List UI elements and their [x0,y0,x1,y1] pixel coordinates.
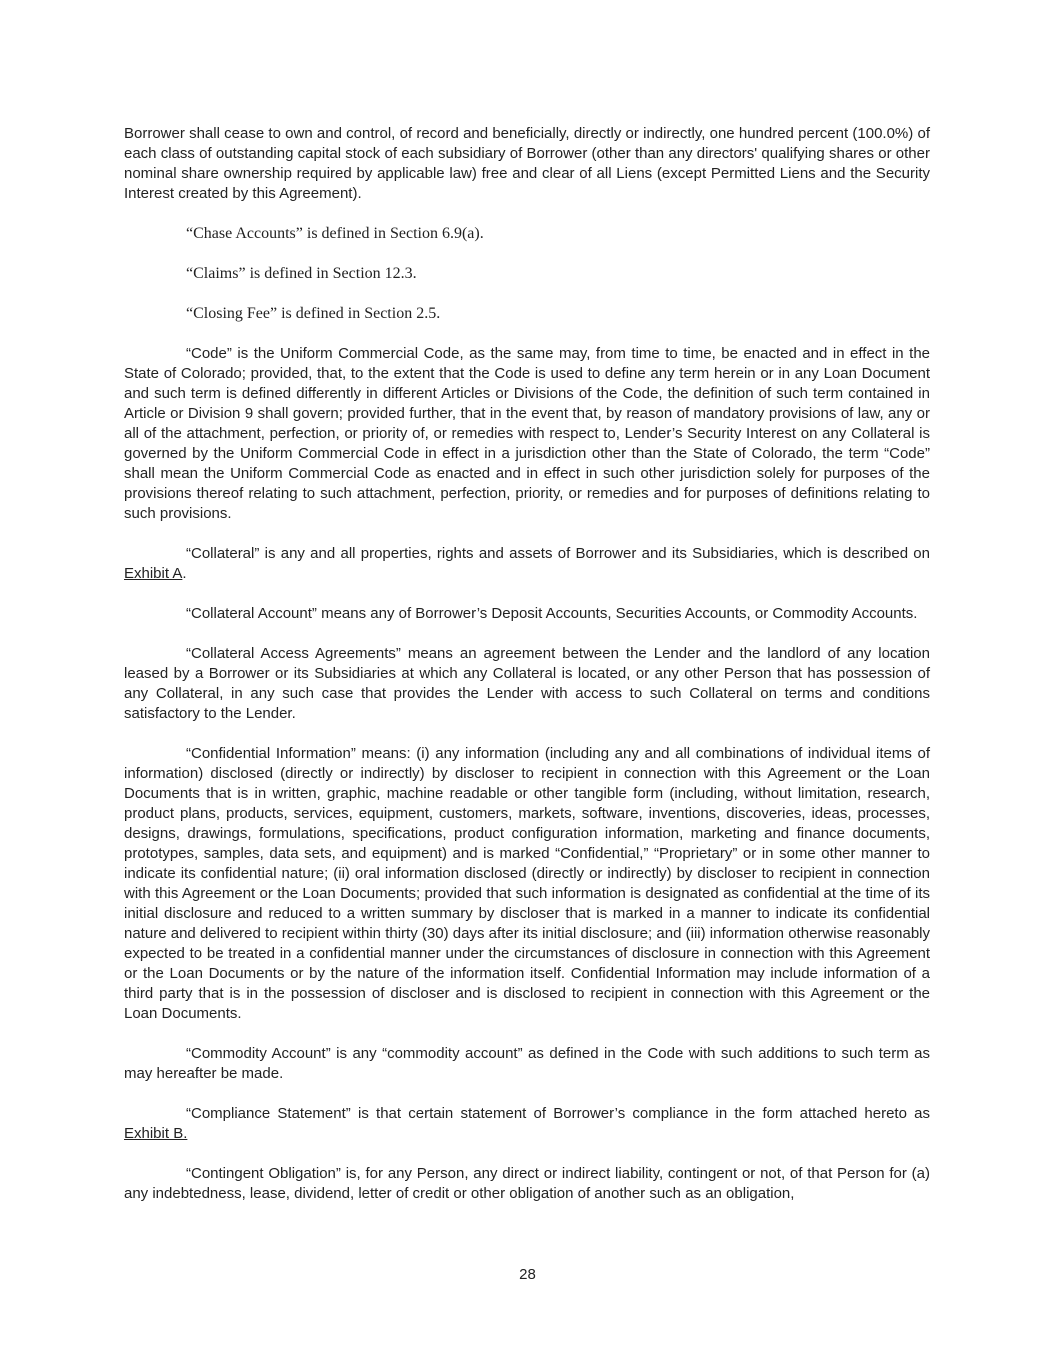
definition-contingent-obligation: “Contingent Obligation” is, for any Person, any direct or indirect liability, contingent or not, of that Person for (a) any indebtedness, lease, dividend, letter of credit or other obligation of another such as an obligation, [124,1165,931,1202]
page-number: 28 [519,1266,536,1283]
term-chase-accounts: Chase Accounts [193,225,296,242]
definition-collateral: “Collateral” is any and all properties, rights and assets of Borrower and its Subsidiaries, which is described on Exhibit A. [124,545,930,582]
def-claims: is defined in Section 12.3. [245,265,417,282]
exhibit-b-link[interactable]: Exhibit B. [124,1125,188,1142]
def-collateral-account: means any of Borrower’s Deposit Accounts, Securities Accounts, or Commodity Accounts. [316,605,918,622]
def-code: is the Uniform Commercial Code, as the same may, from time to time, be enacted and in effect in the State of Colorado; provided, that, to the extent that the Code is used to define any term herein or in any Loan Document and such term is defined differently in different Articles or Divisions of the Code, the definition of such term contained in Article or Division 9 shall govern; provided further, that in the event that, by reason of mandatory provisions of law, any or all of the attachment, perfection, or priority of, or remedies with respect to, Lender’s Security Interest on any Collateral is governed by the Uniform Commercial Code in effect in a jurisdiction other than the State of Colorado, the term “Code” shall mean the Uniform Commercial Code as enacted and in effect in such other jurisdiction solely for purposes of the provisions thereof relating to such attachment, perfection, priority, or remedies and for purposes of definitions relating to such provisions. [124,345,930,522]
term-collateral: Collateral [191,545,255,562]
term-code: Code [191,345,227,362]
definition-collateral-access-agreements: “Collateral Access Agreements” means an agreement between the Lender and the landlord of any location leased by a Borrower or its Subsidiaries at which any Collateral is located, or any other Person that has possession of any Collateral, in any such case that provides the Lender with access to such Collateral on terms and conditions satisfactory to the Lender. [124,645,930,722]
term-claims: Claims [193,265,239,282]
def-confidential-information: means: (i) any information (including any and all combinations of individual items of information) disclosed (directly or indirectly) by discloser to recipient in connection with this Agreement or the Loan Documents that is in written, graphic, machine readable or other tangible form (including, without limitation, research, product plans, products, services, equipment, customers, markets, software, inventions, discoveries, ideas, processes, designs, drawings, formulations, specifications, product configuration information, marketing and finance documents, prototypes, samples, data sets, and equipment) and is marked “Confidential,” “Proprietary” or in some other manner to indicate its confidential nature; (ii) oral information disclosed (directly or indirectly) by discloser to recipient in connection with this Agreement or the Loan Documents; provided that such information is designated as confidential at the time of its initial disclosure and reduced to a written summary by discloser that is marked in a manner to indicate its confidential nature and delivered to recipient within thirty (30) days after its initial disclosure; and (iii) information otherwise reasonably expected to be treated in a confidential manner under the circumstances of disclosure in connection with this Agreement or the Loan Documents or by the nature of the information itself. Confidential Information may include information of a third party that is in the possession of discloser and is disclosed to recipient in connection with this Agreement or the Loan Documents. [124,745,930,1022]
definition-closing-fee: “Closing Fee” is defined in Section 2.5. [186,305,441,322]
term-contingent-obligation: Contingent Obligation [191,1165,336,1182]
term-commodity-account: Commodity Account [191,1045,326,1062]
term-confidential-information: Confidential Information [191,745,351,762]
term-compliance-statement: Compliance Statement [191,1105,346,1122]
document-body [124,124,930,1224]
definition-confidential-information: “Confidential Information” means: (i) any information (including any and all combinations of individual items of information) disclosed (directly or indirectly) by discloser to recipient in connection with this Agreement or the Loan Documents that is in written, graphic, machine readable or other tangible form (including, without limitation, research, product plans, products, services, equipment, customers, markets, software, inventions, discoveries, ideas, processes, designs, drawings, formulations, specifications, product configuration information, marketing and finance documents, prototypes, samples, data sets, and equipment) and is marked “Confidential,” “Proprietary” or in some other manner to indicate its confidential nature; (ii) oral information disclosed (directly or indirectly) by discloser to recipient in connection with this Agreement or the Loan Documents; provided that such information is designated as confidential at the time of its initial disclosure and reduced to a written summary by discloser that is marked in a manner to indicate its confidential nature and delivered to recipient within thirty (30) days after its initial disclosure; and (iii) information otherwise reasonably expected to be treated in a confidential manner under the circumstances of disclosure in connection with this Agreement or the Loan Documents or by the nature of the information itself. Confidential Information may include information of a third party that is in the possession of discloser and is disclosed to recipient in connection with this Agreement or the Loan Documents. [124,745,930,1022]
def-contingent-obligation: is, for any Person, any direct or indirect liability, contingent or not, of that Person for (a) any indebtedness, lease, dividend, letter of credit or other obligation of another such as an obligation, [124,1165,931,1202]
def-collateral-end: . [182,565,187,582]
exhibit-a-link[interactable]: Exhibit A [124,565,183,582]
term-collateral-access-agreements: Collateral Access Agreements [191,645,396,662]
definition-compliance-statement: “Compliance Statement” is that certain statement of Borrower’s compliance in the form attached hereto as Exhibit B. [124,1105,930,1142]
term-closing-fee: Closing Fee [193,305,270,322]
def-collateral-access-agreements: means an agreement between the Lender and the landlord of any location leased by a Borrower or its Subsidiaries at which any Collateral is located, or any other Person that has possession of any Collateral, in any such case that provides the Lender with access to such Collateral on terms and conditions satisfactory to the Lender. [124,645,930,722]
def-closing-fee: is defined in Section 2.5. [277,305,441,322]
definition-commodity-account: “Commodity Account” is any “commodity account” as defined in the Code with such additions to such term as may hereafter be made. [124,1045,930,1082]
definition-chase-accounts: “Chase Accounts” is defined in Section 6.9(a). [186,225,484,242]
intro-paragraph: Borrower shall cease to own and control, of record and beneficially, directly or indirectly, one hundred percent (100.0%) of each class of outstanding capital stock of each subsidiary of Borrower (other than any directors' qualifying shares or other nominal share ownership required by applicable law) free and clear of all Liens (except Permitted Liens and the Security Interest created by this Agreement). [124,125,930,202]
definition-code: “Code” is the Uniform Commercial Code, as the same may, from time to time, be enacted and in effect in the State of Colorado; provided, that, to the extent that the Code is used to define any term herein or in any Loan Document and such term is defined differently in different Articles or Divisions of the Code, the definition of such term contained in Article or Division 9 shall govern; provided further, that in the event that, by reason of mandatory provisions of law, any or all of the attachment, perfection, or priority of, or remedies with respect to, Lender’s Security Interest on any Collateral is governed by the Uniform Commercial Code in effect in a jurisdiction other than the State of Colorado, the term “Code” shall mean the Uniform Commercial Code as enacted and in effect in such other jurisdiction solely for purposes of the provisions thereof relating to such attachment, perfection, priority, or remedies and for purposes of definitions relating to such provisions. [124,345,930,522]
def-chase-accounts: is defined in Section 6.9(a). [302,225,484,242]
definition-claims: “Claims” is defined in Section 12.3. [186,265,417,282]
def-collateral: is any and all properties, rights and assets of Borrower and its Subsidiaries, which is described on [259,545,930,562]
definition-collateral-account: “Collateral Account” means any of Borrower’s Deposit Accounts, Securities Accounts, or Commodity Accounts. [186,605,918,622]
def-commodity-account: is any “commodity account” as defined in the Code with such additions to such term as may hereafter be made. [124,1045,930,1082]
term-collateral-account: Collateral Account [191,605,312,622]
def-compliance-statement: is that certain statement of Borrower’s compliance in the form attached hereto as [350,1105,930,1122]
